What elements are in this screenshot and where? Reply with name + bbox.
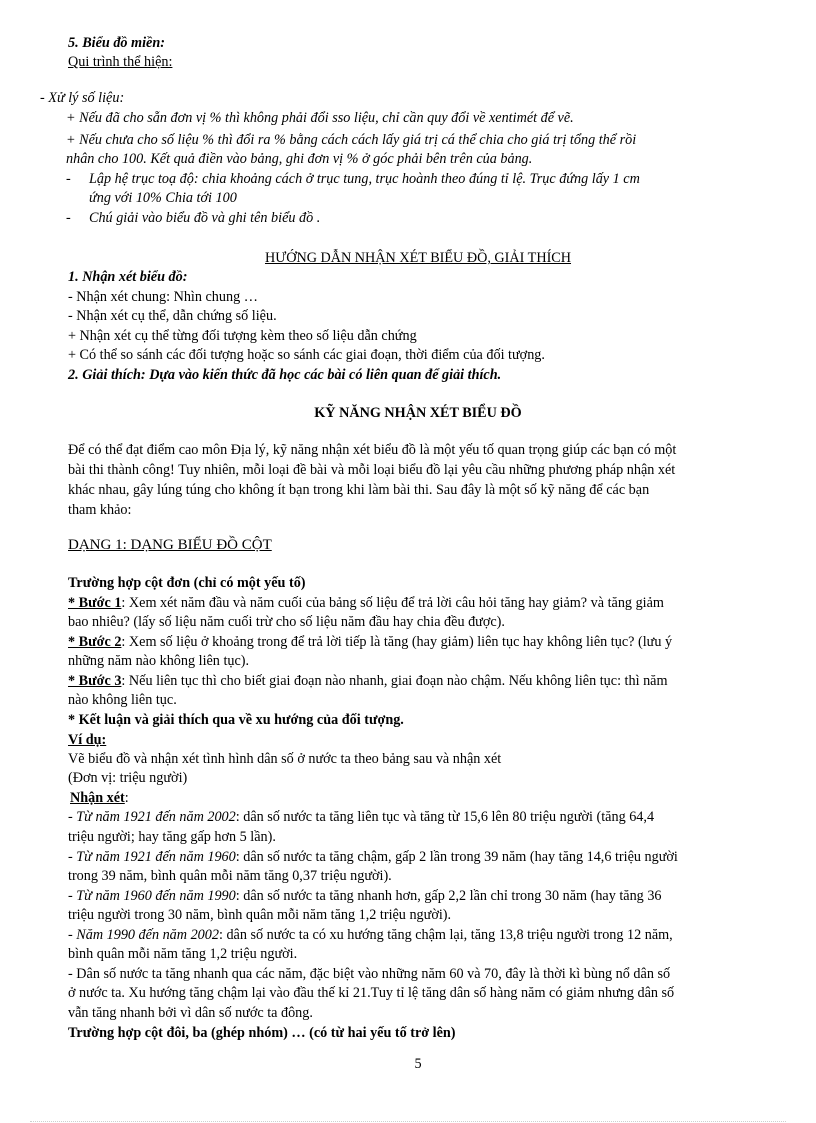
remark-line: - Năm 1990 đến năm 2002: dân số nước ta có xu hướng tăng chậm lại, tăng 13,8 triệu người trong 12 năm, xyxy=(68,927,673,943)
guide-line: - Nhận xét chung: Nhìn chung … xyxy=(68,289,258,305)
xu-ly-line: ứng với 10% Chia tới 100 xyxy=(89,190,237,206)
bullet-dash: - xyxy=(66,171,71,187)
xu-ly-line: nhân cho 100. Kết quả điền vào bảng, ghi đơn vị % ở góc phải bên trên của bảng. xyxy=(66,151,533,167)
remark-line: - Từ năm 1921 đến năm 1960: dân số nước ta tăng chậm, gấp 2 lần trong 39 năm (hay tăng 14,6 triệu người xyxy=(68,849,678,865)
remark-line: - Từ năm 1960 đến năm 1990: dân số nước ta tăng nhanh hơn, gấp 2,2 lần chỉ trong 30 năm (hay tăng 36 xyxy=(68,888,662,904)
step-line: nào không liên tục. xyxy=(68,692,177,708)
xu-ly-title: - Xử lý số liệu: xyxy=(40,90,125,106)
step-line: những năm nào không liên tục). xyxy=(68,653,250,669)
step-line: * Bước 3: Nếu liên tục thì cho biết giai đoạn nào nhanh, giai đoạn nào chậm. Nếu không liên tục: thì năm xyxy=(68,673,668,689)
xu-ly-line: Chú giải vào biểu đồ và ghi tên biểu đồ . xyxy=(89,210,321,226)
bullet-dash: - xyxy=(66,210,71,226)
xu-ly-line: + Nếu đã cho sẵn đơn vị % thì không phải đổi sso liệu, chỉ cần quy đổi về xentimét để vẽ. xyxy=(66,110,574,126)
step-label: * Bước 1 xyxy=(68,595,122,611)
guide-line: + Nhận xét cụ thể từng đối tượng kèm theo số liệu dẫn chứng xyxy=(68,328,417,344)
page-number: 5 xyxy=(414,1056,422,1072)
type1-title: DẠNG 1: DẠNG BIỂU ĐỒ CỘT xyxy=(68,537,272,553)
guide-subheading: 1. Nhận xét biểu đồ: xyxy=(68,269,188,285)
step-label: * Bước 3 xyxy=(68,673,122,689)
case-heading: Trường hợp cột đôi, ba (ghép nhóm) … (có từ hai yếu tố trở lên) xyxy=(68,1025,456,1041)
guide-line: - Nhận xét cụ thể, dẫn chứng số liệu. xyxy=(68,308,277,324)
intro-line: bài thi thành công! Tuy nhiên, mỗi loại đề bài và mỗi loại biểu đồ lại yêu cầu những phương pháp nhận xét xyxy=(68,462,676,478)
remark-line: vẫn tăng nhanh bởi vì dân số nước ta đông. xyxy=(68,1005,313,1021)
case-heading: Trường hợp cột đơn (chỉ có một yếu tố) xyxy=(68,575,306,591)
guide-title: HƯỚNG DẪN NHẬN XÉT BIỂU ĐỒ, GIẢI THÍCH xyxy=(264,250,572,266)
remark-label: Nhận xét: xyxy=(70,790,129,806)
xu-ly-line: + Nếu chưa cho số liệu % thì đổi ra % bằng cách cách lấy giá trị cá thể chia cho giá trị tổng thể rồi xyxy=(66,132,637,148)
skills-title: KỸ NĂNG NHẬN XÉT BIỂU ĐỒ xyxy=(314,405,522,421)
example-line: Vẽ biểu đồ và nhận xét tình hình dân số ở nước ta theo bảng sau và nhận xét xyxy=(68,751,502,767)
step-label: * Bước 2 xyxy=(68,634,122,650)
intro-line: khác nhau, gây lúng túng cho không ít bạn trong khi làm bài thi. Sau đây là một số kỹ năng để các bạn xyxy=(68,482,650,498)
remark-line: bình quân mỗi năm tăng 1,2 triệu người. xyxy=(68,946,298,962)
step-line: * Bước 1: Xem xét năm đầu và năm cuối của bảng số liệu để trả lời câu hỏi tăng hay giảm? và tăng giảm xyxy=(68,595,664,611)
step-line: * Bước 2: Xem số liệu ở khoảng trong để trả lời tiếp là tăng (hay giảm) liên tục hay không liên tục? (lưu ý xyxy=(68,634,673,650)
qui-trinh-label: Qui trình thể hiện: xyxy=(68,54,173,70)
remark-line: - Dân số nước ta tăng nhanh qua các năm, đặc biệt vào những năm 60 và 70, đây là thời kì bùng nổ dân số xyxy=(68,966,671,982)
intro-line: Để có thể đạt điểm cao môn Địa lý, kỹ năng nhận xét biểu đồ là một yếu tố quan trọng giúp các bạn có một xyxy=(68,442,677,458)
xu-ly-line: Lập hệ trục toạ độ: chia khoảng cách ở trục tung, trục hoành theo đúng tỉ lệ. Trục đứng lấy 1 cm xyxy=(89,171,640,187)
example-line: (Đơn vị: triệu người) xyxy=(68,770,188,786)
step-line: bao nhiêu? (lấy số liệu năm cuối trừ cho số liệu năm đầu hay chia đều được). xyxy=(68,614,505,630)
page-bottom-rule xyxy=(30,1121,786,1122)
conclusion-line: * Kết luận và giải thích qua về xu hướng của đối tượng. xyxy=(68,712,404,728)
remark-line: - Từ năm 1921 đến năm 2002: dân số nước ta tăng liên tục và tăng từ 15,6 lên 80 triệu người (tăng 64,4 xyxy=(68,809,655,825)
intro-line: tham khảo: xyxy=(68,502,132,518)
remark-line: trong 39 năm, bình quân mỗi năm tăng 0,37 triệu người). xyxy=(68,868,392,884)
section-heading: 5. Biểu đồ miền: xyxy=(68,35,165,51)
remark-line: ở nước ta. Xu hướng tăng chậm lại vào đầu thế kỉ 21.Tuy tỉ lệ tăng dân số hàng năm có giảm nhưng dân số xyxy=(68,985,675,1001)
guide-subheading: 2. Giải thích: Dựa vào kiến thức đã học các bài có liên quan để giải thích. xyxy=(68,367,502,383)
guide-line: + Có thể so sánh các đối tượng hoặc so sánh các giai đoạn, thời điểm của đối tượng. xyxy=(68,347,545,363)
remark-line: triệu người trong 30 năm, bình quân mỗi năm tăng 1,2 triệu người). xyxy=(68,907,452,923)
example-label: Ví dụ: xyxy=(68,732,107,748)
remark-line: triệu người; hay tăng gấp hơn 5 lần). xyxy=(68,829,276,845)
